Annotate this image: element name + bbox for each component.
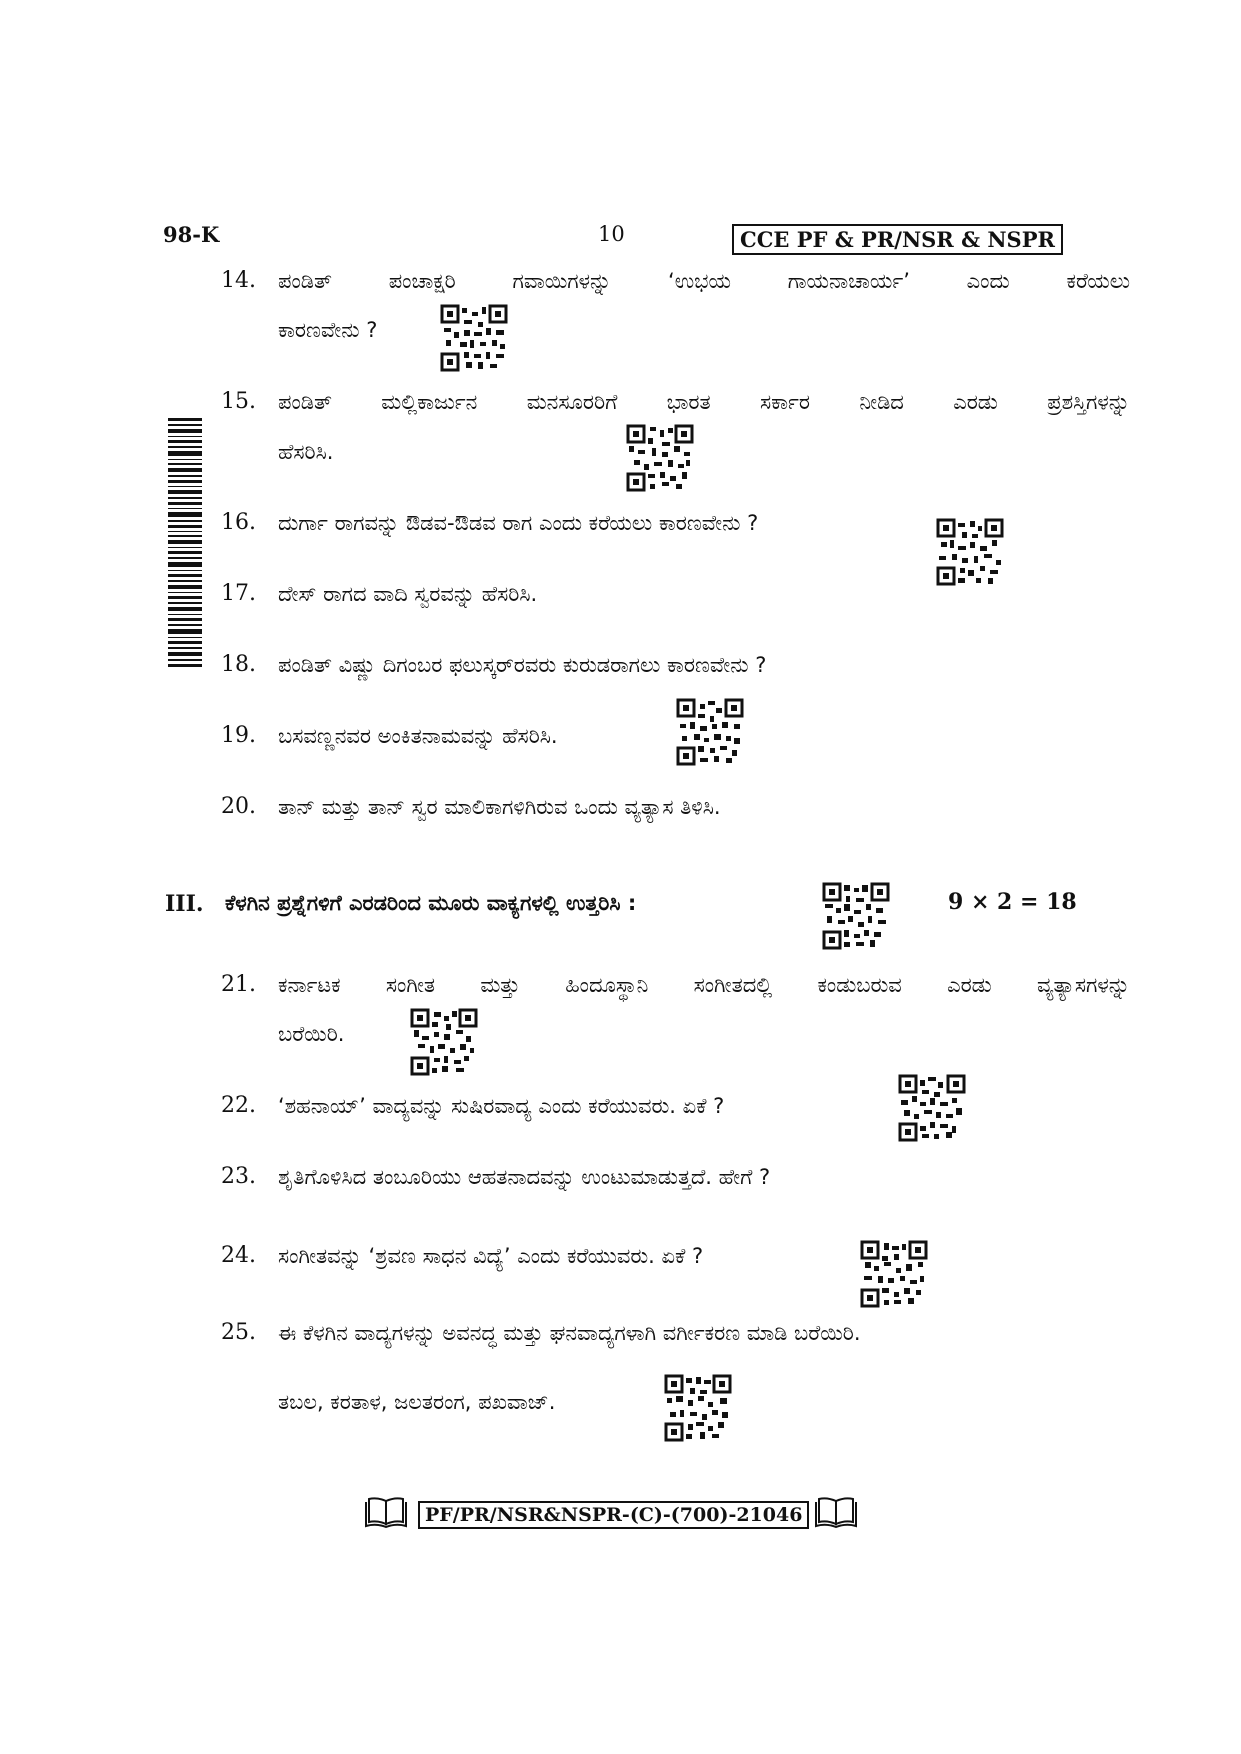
- question-number: 20.: [221, 794, 256, 819]
- question-number: 24.: [221, 1243, 256, 1268]
- question-text-continued: ಬರೆಯಿರಿ.: [278, 1022, 345, 1046]
- question-text: ಪಂಡಿತ್ ಮಲ್ಲಿಕಾರ್ಜುನ ಮನಸೂರರಿಗೆ ಭಾರತ ಸರ್ಕಾರ ನೀಡಿದ ಎರಡು ಪ್ರಶಸ್ತಿಗಳನ್ನು: [278, 390, 1130, 414]
- question-number: 19.: [221, 723, 256, 748]
- question-text-continued: ತಬಲ, ಕರತಾಳ, ಜಲತರಂಗ, ಪಖವಾಜ್.: [278, 1390, 556, 1414]
- section-instruction: ಕೆಳಗಿನ ಪ್ರಶ್ನೆಗಳಿಗೆ ಎರಡರಿಂದ ಮೂರು ವಾಕ್ಯಗಳಲ್ಲಿ ಉತ್ತರಿಸಿ :: [225, 891, 637, 915]
- qr-code-icon: [898, 1074, 966, 1142]
- section-marks: 9 × 2 = 18: [948, 889, 1077, 915]
- question-number: 17.: [221, 581, 256, 606]
- qr-code-icon: [676, 698, 744, 766]
- qr-code-icon: [626, 424, 694, 492]
- page-number: 10: [598, 222, 625, 246]
- question-text: ದೇಸ್ ರಾಗದ ವಾದಿ ಸ್ವರವನ್ನು ಹೆಸರಿಸಿ.: [278, 582, 538, 606]
- question-number: 15.: [221, 389, 256, 414]
- question-text: ದುರ್ಗಾ ರಾಗವನ್ನು ಔಡವ-ಔಡವ ರಾಗ ಎಂದು ಕರೆಯಲು ಕಾರಣವೇನು ?: [278, 511, 759, 535]
- question-number: 18.: [221, 652, 256, 677]
- question-text: ಸಂಗೀತವನ್ನು ‘ಶ್ರವಣ ಸಾಧನ ವಿದ್ಯೆ’ ಎಂದು ಕರೆಯುವರು. ಏಕೆ ?: [278, 1244, 704, 1268]
- question-number: 23.: [221, 1164, 256, 1189]
- series-code-box: CCE PF & PR/NSR & NSPR: [732, 224, 1063, 255]
- qr-code-icon: [822, 882, 890, 950]
- qr-code-icon: [860, 1240, 928, 1308]
- question-text: ಕರ್ನಾಟಕ ಸಂಗೀತ ಮತ್ತು ಹಿಂದೂಸ್ಥಾನಿ ಸಂಗೀತದಲ್ಲಿ ಕಂಡುಬರುವ ಎರಡು ವ್ಯತ್ಯಾಸಗಳನ್ನು: [278, 973, 1130, 997]
- qr-code-icon: [440, 304, 508, 372]
- question-text-continued: ಕಾರಣವೇನು ?: [278, 318, 378, 342]
- question-text: ಈ ಕೆಳಗಿನ ವಾದ್ಯಗಳನ್ನು ಅವನದ್ಧ ಮತ್ತು ಘನವಾದ್ಯಗಳಾಗಿ ವರ್ಗೀಕರಣ ಮಾಡಿ ಬರೆಯಿರಿ.: [278, 1321, 861, 1345]
- question-text: ‘ಶಹನಾಯ್’ ವಾದ್ಯವನ್ನು ಸುಷಿರವಾದ್ಯ ಎಂದು ಕರೆಯುವರು. ಏಕೆ ?: [278, 1094, 725, 1118]
- qr-code-icon: [936, 518, 1004, 586]
- question-text-continued: ಹೆಸರಿಸಿ.: [278, 440, 334, 464]
- footer-code-box: PF/PR/NSR&NSPR-(C)-(700)-21046: [418, 1501, 809, 1529]
- question-text: ತಾನ್ ಮತ್ತು ತಾನ್ ಸ್ವರ ಮಾಲಿಕಾಗಳಿಗಿರುವ ಒಂದು ವ್ಯತ್ಯಾಸ ತಿಳಿಸಿ.: [278, 795, 721, 819]
- question-number: 14.: [221, 268, 256, 293]
- barcode-icon: [168, 418, 202, 670]
- question-number: 25.: [221, 1320, 256, 1345]
- question-text: ಬಸವಣ್ಣನವರ ಅಂಕಿತನಾಮವನ್ನು ಹೆಸರಿಸಿ.: [278, 724, 558, 748]
- qr-code-icon: [410, 1008, 478, 1076]
- qr-code-icon: [664, 1374, 732, 1442]
- paper-code: 98-K: [163, 222, 220, 247]
- question-number: 16.: [221, 510, 256, 535]
- question-number: 22.: [221, 1093, 256, 1118]
- question-number: 21.: [221, 972, 256, 997]
- question-text: ಪಂಡಿತ್ ವಿಷ್ಣು ದಿಗಂಬರ ಫಲುಸ್ಕರ್‌ರವರು ಕುರುಡರಾಗಲು ಕಾರಣವೇನು ?: [278, 653, 767, 677]
- book-icon: [364, 1496, 408, 1530]
- question-text: ಪಂಡಿತ್ ಪಂಚಾಕ್ಷರಿ ಗವಾಯಿಗಳನ್ನು ‘ಉಭಯ ಗಾಯನಾಚಾರ್ಯ’ ಎಂದು ಕರೆಯಲು: [278, 269, 1130, 293]
- section-number: III.: [165, 891, 204, 917]
- book-icon: [814, 1496, 858, 1530]
- question-text: ಶೃತಿಗೊಳಿಸಿದ ತಂಬೂರಿಯು ಆಹತನಾದವನ್ನು ಉಂಟುಮಾಡುತ್ತದೆ. ಹೇಗೆ ?: [278, 1165, 771, 1189]
